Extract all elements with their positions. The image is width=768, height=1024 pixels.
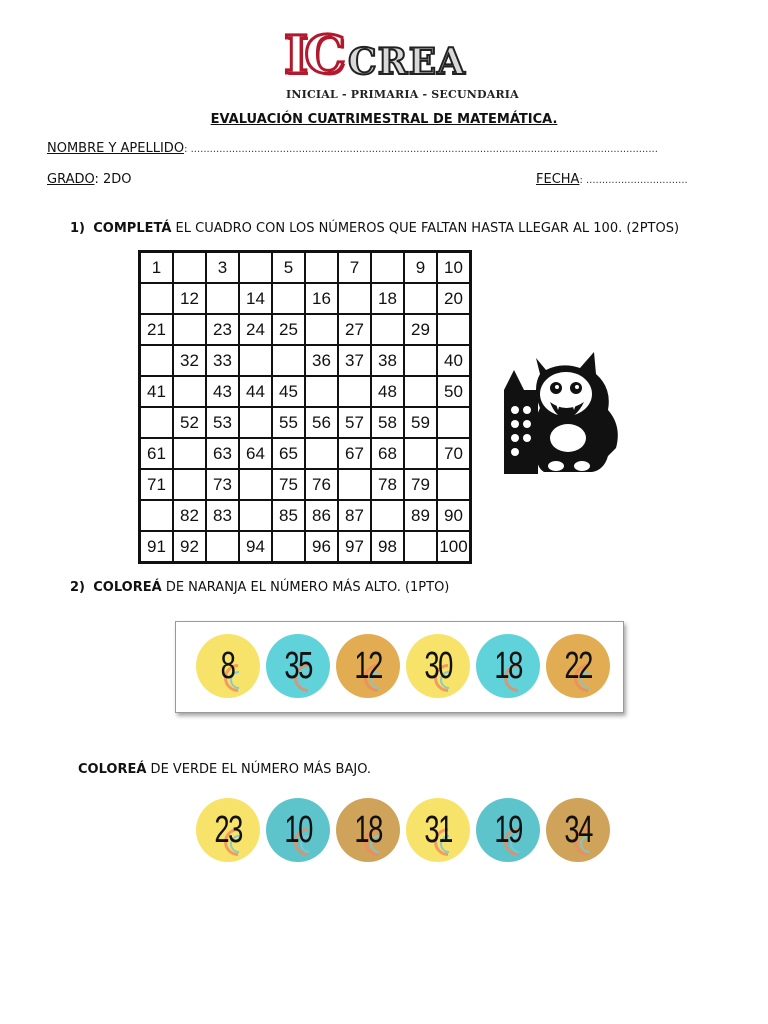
logo-name: CREA xyxy=(348,41,466,83)
grid-row xyxy=(140,345,471,376)
number-circle[interactable] xyxy=(476,634,540,698)
grid-cell: 25 xyxy=(272,314,305,345)
grid-cell: 3 xyxy=(206,252,239,284)
grid-cell: 1 xyxy=(140,252,174,284)
grid-cell: 85 xyxy=(272,500,305,531)
grid-cell[interactable] xyxy=(437,407,471,438)
number-circle-value: 18 xyxy=(354,808,382,851)
grid-cell: 43 xyxy=(206,376,239,407)
number-circle[interactable] xyxy=(546,798,610,862)
number-circle-value: 22 xyxy=(564,644,592,687)
grid-cell: 83 xyxy=(206,500,239,531)
grid-cell: 87 xyxy=(338,500,371,531)
grid-cell: 98 xyxy=(371,531,404,563)
name-line xyxy=(47,141,658,156)
number-circle[interactable] xyxy=(266,798,330,862)
number-circle[interactable] xyxy=(336,634,400,698)
grid-row xyxy=(140,252,471,284)
number-circle[interactable] xyxy=(196,798,260,862)
grid-cell: 73 xyxy=(206,469,239,500)
grid-cell: 53 xyxy=(206,407,239,438)
question-1-verb: COMPLETÁ xyxy=(93,221,172,236)
grid-cell: 94 xyxy=(239,531,272,563)
grid-cell: 76 xyxy=(305,469,338,500)
question-2 xyxy=(70,580,449,595)
number-circle[interactable] xyxy=(406,634,470,698)
date-field[interactable]: : ................................ xyxy=(579,175,688,186)
number-circle-value: 31 xyxy=(424,808,452,851)
grid-cell: 37 xyxy=(338,345,371,376)
name-field[interactable]: : ................................................................................................................................................... xyxy=(184,144,658,155)
grid-cell[interactable] xyxy=(338,283,371,314)
grid-cell[interactable] xyxy=(305,376,338,407)
grid-cell: 10 xyxy=(437,252,471,284)
grid-cell: 7 xyxy=(338,252,371,284)
grid-cell: 56 xyxy=(305,407,338,438)
number-circle-value: 30 xyxy=(424,644,452,687)
question-3-text: DE VERDE EL NÚMERO MÁS BAJO. xyxy=(146,762,372,777)
grid-cell: 45 xyxy=(272,376,305,407)
number-circle[interactable] xyxy=(266,634,330,698)
grid-cell[interactable] xyxy=(272,283,305,314)
grid-cell: 52 xyxy=(173,407,206,438)
grid-cell: 18 xyxy=(371,283,404,314)
monster-pencil-illustration xyxy=(500,348,626,476)
grid-cell: 41 xyxy=(140,376,174,407)
grid-cell[interactable] xyxy=(404,376,437,407)
question-3-verb: COLOREÁ xyxy=(78,762,147,777)
grid-cell: 50 xyxy=(437,376,471,407)
grid-row xyxy=(140,500,471,531)
grid-cell: 23 xyxy=(206,314,239,345)
grid-cell[interactable] xyxy=(173,469,206,500)
grid-row xyxy=(140,407,471,438)
question-3 xyxy=(78,762,371,777)
grid-cell: 40 xyxy=(437,345,471,376)
grid-cell: 65 xyxy=(272,438,305,469)
grid-cell: 61 xyxy=(140,438,174,469)
grid-cell: 59 xyxy=(404,407,437,438)
grid-cell[interactable] xyxy=(140,500,174,531)
name-label: NOMBRE Y APELLIDO xyxy=(47,141,185,156)
school-logo xyxy=(284,25,519,104)
grid-cell[interactable] xyxy=(437,314,471,345)
grid-cell: 78 xyxy=(371,469,404,500)
grade-line xyxy=(47,172,132,187)
question-1-text: EL CUADRO CON LOS NÚMEROS QUE FALTAN HASTA LLEGAR AL 100. (2PTOS) xyxy=(171,221,680,236)
number-circle-value: 18 xyxy=(494,644,522,687)
grid-cell[interactable] xyxy=(206,531,239,563)
grid-cell[interactable] xyxy=(305,252,338,284)
hundred-chart xyxy=(138,250,472,564)
grade-value: : 2DO xyxy=(94,172,132,187)
grid-row xyxy=(140,376,471,407)
number-circle[interactable] xyxy=(546,634,610,698)
grid-cell: 92 xyxy=(173,531,206,563)
grid-cell[interactable] xyxy=(338,376,371,407)
grid-cell[interactable] xyxy=(173,438,206,469)
number-circle-value: 19 xyxy=(494,808,522,851)
grid-cell: 21 xyxy=(140,314,174,345)
grid-cell[interactable] xyxy=(140,345,174,376)
grid-cell: 68 xyxy=(371,438,404,469)
date-label: FECHA xyxy=(536,172,580,187)
number-circle-value: 8 xyxy=(221,644,235,687)
question-2-number: 2) xyxy=(70,580,85,595)
grid-cell: 58 xyxy=(371,407,404,438)
grid-cell: 27 xyxy=(338,314,371,345)
grid-cell[interactable] xyxy=(140,283,174,314)
grid-cell: 12 xyxy=(173,283,206,314)
grid-cell[interactable] xyxy=(404,283,437,314)
logo-subtitle: INICIAL - PRIMARIA - SECUNDARIA xyxy=(286,88,519,101)
grid-cell[interactable] xyxy=(140,407,174,438)
grid-cell[interactable] xyxy=(239,252,272,284)
grid-cell[interactable] xyxy=(305,314,338,345)
grid-cell: 64 xyxy=(239,438,272,469)
grid-cell: 86 xyxy=(305,500,338,531)
grid-cell: 97 xyxy=(338,531,371,563)
grid-cell: 89 xyxy=(404,500,437,531)
number-circle-value: 23 xyxy=(214,808,242,851)
number-set-2 xyxy=(196,798,616,862)
page-title: EVALUACIÓN CUATRIMESTRAL DE MATEMÁTICA. xyxy=(210,112,558,127)
number-circle-value: 12 xyxy=(354,644,382,687)
number-circle-value: 35 xyxy=(284,644,312,687)
grid-cell[interactable] xyxy=(239,345,272,376)
grid-cell[interactable] xyxy=(371,314,404,345)
grid-cell[interactable] xyxy=(239,500,272,531)
grid-cell: 63 xyxy=(206,438,239,469)
grid-cell[interactable] xyxy=(272,345,305,376)
grid-cell[interactable] xyxy=(173,314,206,345)
grid-cell[interactable] xyxy=(404,345,437,376)
number-circle[interactable] xyxy=(196,634,260,698)
number-set-1 xyxy=(196,634,616,698)
grid-cell: 38 xyxy=(371,345,404,376)
grid-cell: 82 xyxy=(173,500,206,531)
grid-cell: 14 xyxy=(239,283,272,314)
grid-cell: 75 xyxy=(272,469,305,500)
grid-cell: 91 xyxy=(140,531,174,563)
grid-cell[interactable] xyxy=(437,469,471,500)
question-1 xyxy=(70,221,679,236)
grid-cell[interactable] xyxy=(173,252,206,284)
grid-cell: 29 xyxy=(404,314,437,345)
grid-cell: 9 xyxy=(404,252,437,284)
grid-cell: 33 xyxy=(206,345,239,376)
grid-cell: 79 xyxy=(404,469,437,500)
grid-cell: 96 xyxy=(305,531,338,563)
grid-cell: 90 xyxy=(437,500,471,531)
grid-row xyxy=(140,438,471,469)
date-line xyxy=(536,172,688,187)
grid-cell[interactable] xyxy=(404,438,437,469)
grid-cell[interactable] xyxy=(239,469,272,500)
grade-label: GRADO xyxy=(47,172,95,187)
grid-cell[interactable] xyxy=(272,531,305,563)
grid-cell: 71 xyxy=(140,469,174,500)
question-2-text: DE NARANJA EL NÚMERO MÁS ALTO. (1PTO) xyxy=(161,580,450,595)
grid-cell: 55 xyxy=(272,407,305,438)
grid-cell: 36 xyxy=(305,345,338,376)
grid-row xyxy=(140,314,471,345)
grid-row xyxy=(140,283,471,314)
grid-row xyxy=(140,469,471,500)
logo-mark: IC xyxy=(284,25,342,86)
grid-cell[interactable] xyxy=(338,469,371,500)
grid-cell: 57 xyxy=(338,407,371,438)
grid-cell: 16 xyxy=(305,283,338,314)
number-circle-value: 34 xyxy=(564,808,592,851)
grid-row xyxy=(140,531,471,563)
grid-cell: 44 xyxy=(239,376,272,407)
grid-cell: 5 xyxy=(272,252,305,284)
grid-cell[interactable] xyxy=(305,438,338,469)
number-circle[interactable] xyxy=(406,798,470,862)
grid-cell[interactable] xyxy=(173,376,206,407)
question-2-verb: COLOREÁ xyxy=(93,580,162,595)
grid-cell: 67 xyxy=(338,438,371,469)
grid-cell: 24 xyxy=(239,314,272,345)
grid-cell: 100 xyxy=(437,531,471,563)
grid-cell: 20 xyxy=(437,283,471,314)
question-1-number: 1) xyxy=(70,221,85,236)
number-circle[interactable] xyxy=(476,798,540,862)
grid-cell: 32 xyxy=(173,345,206,376)
grid-cell: 48 xyxy=(371,376,404,407)
number-circle-value: 10 xyxy=(284,808,312,851)
number-circle[interactable] xyxy=(336,798,400,862)
grid-cell[interactable] xyxy=(404,531,437,563)
grid-cell[interactable] xyxy=(206,283,239,314)
grid-cell[interactable] xyxy=(371,252,404,284)
grid-cell: 70 xyxy=(437,438,471,469)
grid-cell[interactable] xyxy=(371,500,404,531)
grid-cell[interactable] xyxy=(239,407,272,438)
